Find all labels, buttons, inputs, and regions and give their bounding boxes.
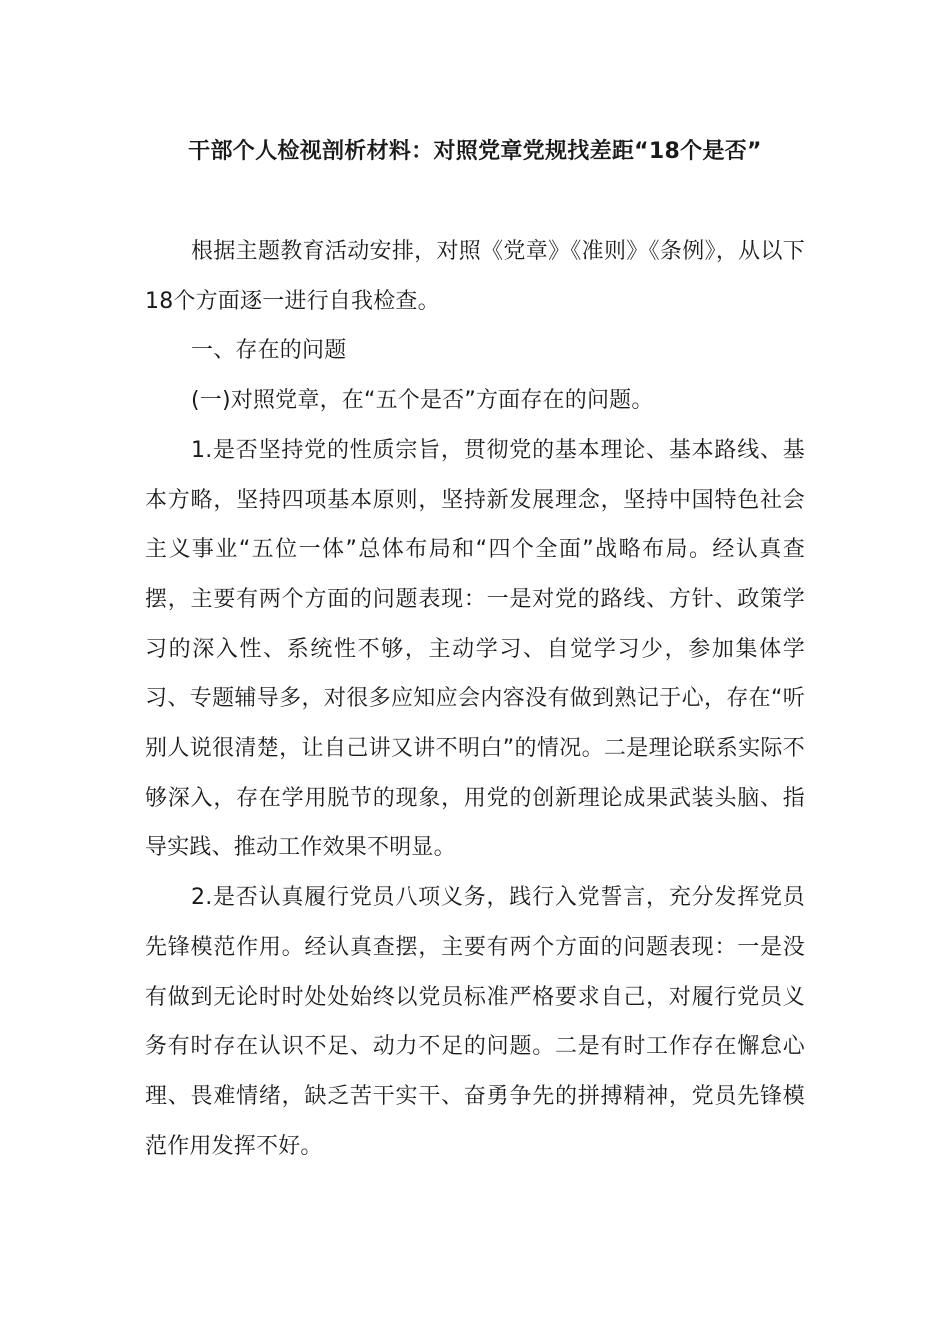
document-body: [145, 227, 805, 1171]
paragraph-intro: 根据主题教育活动安排，对照《党章》《准则》《条例》，从以下18个方面逐一进行自我检查。: [145, 239, 805, 314]
paragraph-item-2: 2.是否认真履行党员八项义务，践行入党誓言，充分发挥党员先锋模范作用。经认真查摆，主要有两个方面的问题表现：一是没有做到无论时时处处始终以党员标准严格要求自己，对履行党员义务有时存在认识不足、动力不足的问题。二是有时工作存在懈怠心理、畏难情绪，缺乏苦干实干、奋勇争先的拼搏精神，党员先锋模范作用发挥不好。: [145, 885, 805, 1159]
document-title: 干部个人检视剖析材料：对照党章党规找差距“18个是否”: [188, 139, 762, 164]
paragraph-item-1: 1.是否坚持党的性质宗旨，贯彻党的基本理论、基本路线、基本方略，坚持四项基本原则，坚持新发展理念，坚持中国特色社会主义事业“五位一体”总体布局和“四个全面”战略布局。经认真查摆，主要有两个方面的问题表现：一是对党的路线、方针、政策学习的深入性、系统性不够，主动学习、自觉学习少，参加集体学习、专题辅导多，对很多应知应会内容没有做到熟记于心，存在“听别人说很清楚，让自己讲又讲不明白”的情况。二是理论联系实际不够深入，存在学用脱节的现象，用党的创新理论成果武装头脑、指导实践、推动工作效果不明显。: [145, 437, 805, 861]
subsection-heading-party-constitution: (一)对照党章，在“五个是否”方面存在的问题。: [191, 388, 654, 414]
section-heading-problems: 一、存在的问题: [191, 338, 347, 364]
